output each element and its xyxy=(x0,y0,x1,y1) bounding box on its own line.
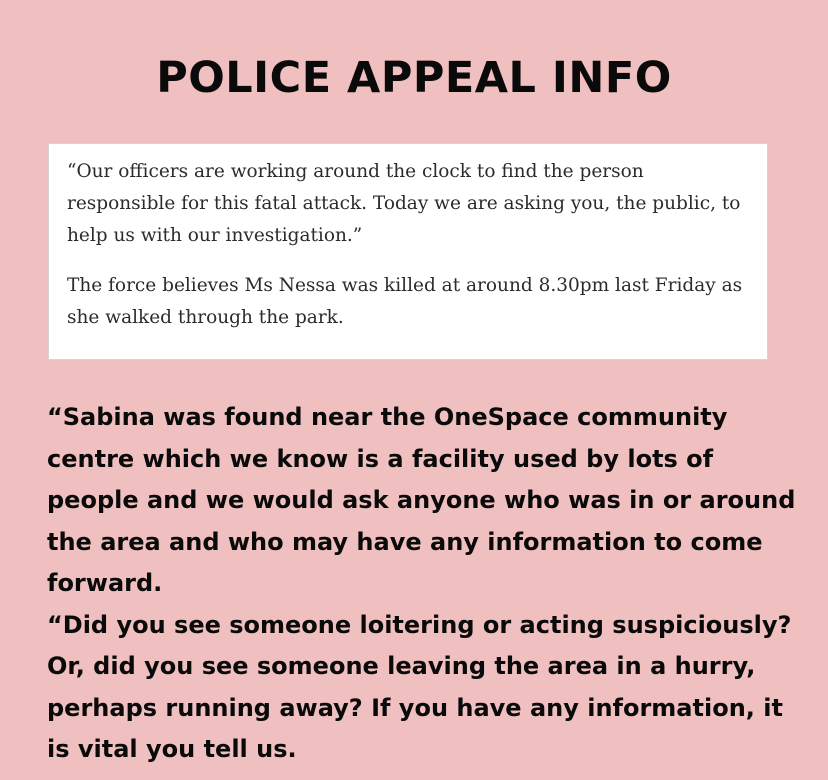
quote-paragraph-officers: “Our officers are working around the clock to find the person responsible for this fatal attack. Today we are asking you, the public, to help us with our investigation.” xyxy=(67,161,741,246)
statement-paragraph-questions: “Did you see someone loitering or acting suspiciously? Or, did you see someone leaving the area in a hurry, perhaps running away? If you have any information, it is vital you tell us. xyxy=(47,610,792,763)
appeal-statement xyxy=(47,397,807,771)
page-title: POLICE APPEAL INFO xyxy=(156,53,672,103)
quote-paragraph-force-belief: The force believes Ms Nessa was killed at around 8.30pm last Friday as she walked through the park. xyxy=(67,275,743,328)
quote-card xyxy=(48,143,768,360)
statement-paragraph-location: “Sabina was found near the OneSpace community centre which we know is a facility used by lots of people and we would ask anyone who was in or around the area and who may have any information to come forward. xyxy=(47,403,796,597)
